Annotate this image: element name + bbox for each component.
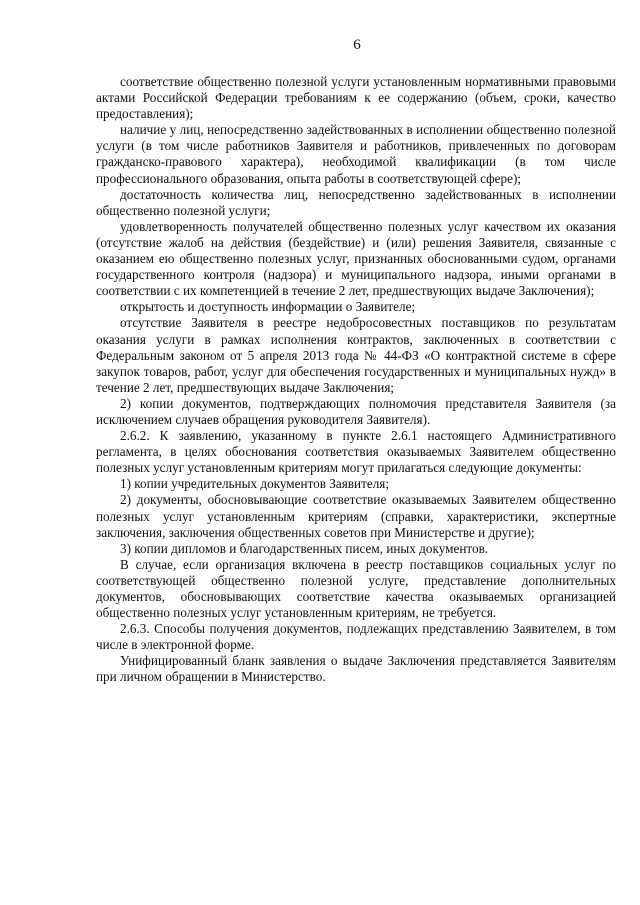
paragraph: 1) копии учредительных документов Заявителя; xyxy=(120,476,390,492)
paragraph: открытость и доступность информации о Заявителе; xyxy=(120,299,416,315)
paragraph: 2.6.2. К заявлению, указанному в пункте 2.6.1 настоящего Административного регламента, в целях обоснования соответствия оказываемых Заявителем общественно полезных услуг установленным критериям могут прилагаться следующие документы: xyxy=(96,428,616,476)
paragraph: 2) копии документов, подтверждающих полномочия представителя Заявителя (за исключением случаев обращения руководителя Заявителя). xyxy=(96,395,616,427)
paragraph: В случае, если организация включена в реестр поставщиков социальных услуг по соответствующей общественно полезной услуге, представление дополнительных документов, обосновывающих соответствие качества оказываемых организацией общественно полезных услуг установленным критериям, не требуется. xyxy=(96,556,616,621)
paragraph: наличие у лиц, непосредственно задействованных в исполнении общественно полезной услуги (в том числе работников Заявителя и работников, привлеченных по договорам гражданско-правового характера), необходимой квалификации (в том числе профессионального образования, опыта работы в соответствующей сфере); xyxy=(96,122,616,186)
paragraph: отсутствие Заявителя в реестре недобросовестных поставщиков по результатам оказания услуги в рамках исполнения контрактов, заключенных в соответствии с Федеральным законом от 5 апреля 2013 года № 44-ФЗ «О контрактной системе в сфере закупок товаров, работ, услуг для обеспечения государственных и муниципальных нужд» в течение 2 лет, предшествующих выдаче Заключения; xyxy=(96,315,616,395)
page-number: 6 xyxy=(353,37,361,53)
paragraph: удовлетворенность получателей общественно полезных услуг качеством их оказания (отсутствие жалоб на действия (бездействие) и (или) решения Заявителя, связанные с оказанием ею общественно полезных услуг, признанных обоснованными судом, органами государственного контроля (надзора) и муниципального надзора, иными органами в соответствии с их компетенцией в течение 2 лет, предшествующих выдаче Заключения); xyxy=(96,218,616,299)
paragraph: 2.6.3. Способы получения документов, подлежащих представлению Заявителем, в том числе в электронной форме. xyxy=(96,621,616,653)
paragraph: достаточность количества лиц, непосредственно задействованных в исполнении общественно полезной услуги; xyxy=(96,186,616,218)
paragraph: Унифицированный бланк заявления о выдаче Заключения представляется Заявителям при личном обращении в Министерство. xyxy=(96,653,616,685)
paragraph: 2) документы, обосновывающие соответствие оказываемых Заявителем общественно полезных услуг установленным критериям (справки, характеристики, экспертные заключения, заключения общественных советов при Министерстве и другие); xyxy=(96,492,616,540)
paragraph: соответствие общественно полезной услуги установленным нормативными правовыми актами Российской Федерации требованиям к ее содержанию (объем, сроки, качество предоставления); xyxy=(96,74,616,122)
document-body xyxy=(96,74,616,686)
paragraph: 3) копии дипломов и благодарственных писем, иных документов. xyxy=(120,540,489,556)
